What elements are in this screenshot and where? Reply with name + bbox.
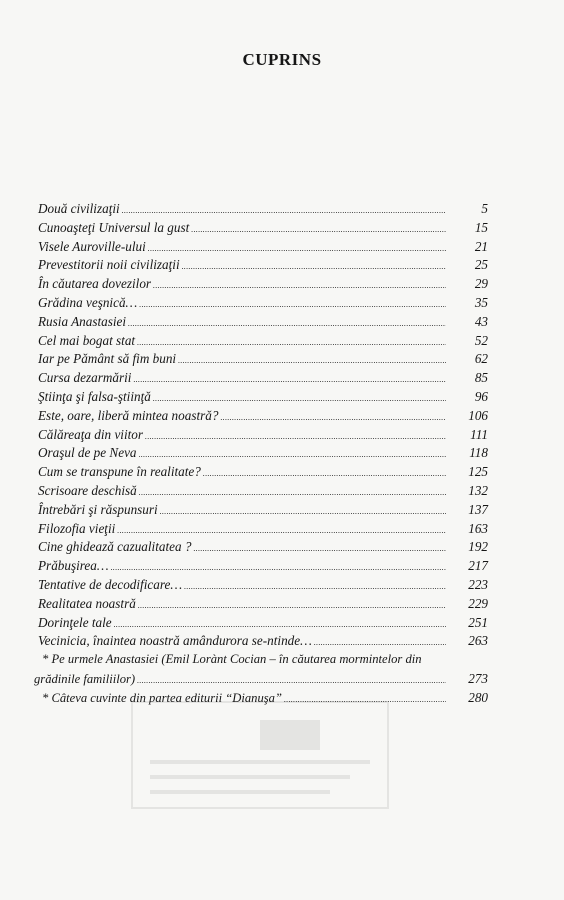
toc-entry <box>38 314 488 333</box>
toc-entry <box>38 257 488 276</box>
toc-entry <box>38 333 488 352</box>
toc-entry-page: 35 <box>474 294 488 310</box>
toc-entry-page: 5 <box>481 201 488 216</box>
dot-leader <box>284 695 446 704</box>
toc-entry <box>38 539 488 558</box>
toc-entry-title: Cum se transpune în realitate? <box>38 464 201 480</box>
toc-entry-page: 21 <box>474 238 488 254</box>
toc-entry-title: Rusia Anastasiei <box>38 313 127 329</box>
dot-leader <box>193 544 446 553</box>
toc-entry <box>38 596 488 615</box>
toc-entry-title: În căutarea dovezilor <box>38 276 152 292</box>
toc-entry-page: 85 <box>474 370 488 386</box>
dot-leader <box>139 488 446 497</box>
dot-leader <box>114 620 446 629</box>
dot-leader <box>111 563 446 572</box>
dot-leader <box>160 507 446 516</box>
toc-entry-page: 111 <box>470 426 488 442</box>
dot-leader <box>153 281 446 290</box>
dot-leader <box>153 394 446 403</box>
toc-entry <box>38 464 488 483</box>
toc-entry-title: Tentative de decodificare… <box>38 576 183 592</box>
page-title: CUPRINS <box>242 50 322 69</box>
toc-entry-title: Ştiinţa şi falsa-ştiinţă <box>38 388 151 404</box>
dot-leader <box>148 244 446 253</box>
toc-entry-title: Cel mai bogat stat <box>38 332 136 348</box>
toc-entry-page: 132 <box>468 482 488 498</box>
table-of-contents <box>34 201 488 709</box>
toc-entry-page: 280 <box>468 689 488 705</box>
dot-leader <box>133 375 446 384</box>
toc-entry <box>38 408 488 427</box>
toc-entry-title-line: * Pe urmele Anastasiei (Emil Lorànt Cocian – în căutarea mormintelor din <box>42 652 422 667</box>
toc-entry-title: * Câteva cuvinte din partea editurii “Dianuşa” <box>42 690 282 705</box>
dot-leader <box>122 206 446 215</box>
toc-entry-title: Prevestitorii noii civilizaţii <box>38 257 180 273</box>
toc-entry-page: 52 <box>474 332 488 348</box>
toc-entry <box>38 389 488 408</box>
toc-entry-page: 223 <box>468 576 488 592</box>
toc-entry-page: 217 <box>468 558 488 574</box>
toc-entry <box>38 521 488 540</box>
dot-leader <box>137 676 446 685</box>
dot-leader <box>145 432 446 441</box>
dot-leader <box>220 413 446 422</box>
toc-entry-title: Este, oare, liberă mintea noastră? <box>38 407 219 423</box>
toc-entry <box>34 671 488 690</box>
toc-entry <box>38 502 488 521</box>
toc-entry-title: Cunoaşteţi Universul la gust <box>38 219 190 235</box>
toc-entry-title: Realitatea noastră <box>38 595 136 611</box>
toc-entry-page: 251 <box>468 614 488 630</box>
toc-entry-title: Iar pe Pământ să fim buni <box>38 351 177 367</box>
toc-entry-page: 118 <box>469 445 488 461</box>
toc-entry-title: Cursa dezarmării <box>38 370 132 386</box>
dot-leader <box>203 469 446 478</box>
toc-entry-page: 137 <box>468 501 488 517</box>
toc-entry <box>38 370 488 389</box>
toc-entry-title: Dorinţele tale <box>38 614 112 630</box>
dot-leader <box>137 338 446 347</box>
toc-entry-title: Două civilizaţii <box>38 201 120 216</box>
toc-entry-title: Călăreaţa din viitor <box>38 426 144 442</box>
toc-entry-page: 29 <box>474 276 488 292</box>
toc-entry <box>38 445 488 464</box>
toc-entry <box>38 615 488 634</box>
toc-entry <box>38 558 488 577</box>
toc-entry-title: Cine ghidează cazualitatea ? <box>38 539 192 555</box>
toc-entry <box>38 483 488 502</box>
toc-entry <box>38 201 488 220</box>
toc-entry-title: Visele Auroville-ului <box>38 238 146 254</box>
toc-entry-page: 229 <box>468 595 488 611</box>
dot-leader <box>139 300 446 309</box>
toc-entry <box>38 633 488 652</box>
toc-entry <box>38 427 488 446</box>
dot-leader <box>128 319 446 328</box>
toc-entry-title: Întrebări şi răspunsuri <box>38 501 158 517</box>
dot-leader <box>178 356 446 365</box>
toc-entry <box>38 276 488 295</box>
toc-entry-page: 263 <box>468 633 488 649</box>
toc-entry-page: 15 <box>474 219 488 235</box>
toc-entry <box>38 239 488 258</box>
dot-leader <box>139 450 446 459</box>
toc-entry-title: Oraşul de pe Neva <box>38 445 137 461</box>
toc-entry-title: grădinile familiilor) <box>34 671 136 686</box>
dot-leader <box>138 601 446 610</box>
dot-leader <box>191 225 446 234</box>
toc-entry <box>38 220 488 239</box>
dot-leader <box>117 526 446 535</box>
bleed-through-stamp <box>130 700 390 810</box>
toc-entry <box>38 295 488 314</box>
toc-entry-page: 96 <box>474 388 488 404</box>
toc-entry-page: 192 <box>468 539 488 555</box>
toc-entry-page: 273 <box>468 670 488 686</box>
toc-entry-page: 125 <box>468 464 488 480</box>
toc-entry-title: Prăbuşirea… <box>38 558 109 574</box>
toc-entry-page: 43 <box>474 313 488 329</box>
dot-leader <box>182 262 446 271</box>
toc-entry-title: Vecinicia, înaintea noastră amândurora se-ntinde… <box>38 633 312 649</box>
toc-entry <box>38 577 488 596</box>
toc-entry-title: Filozofia vieţii <box>38 520 116 536</box>
dot-leader <box>314 638 446 647</box>
toc-entry-page: 106 <box>468 407 488 423</box>
toc-entry-title: Scrisoare deschisă <box>38 482 137 498</box>
dot-leader <box>184 582 446 591</box>
toc-entry-page: 25 <box>474 257 488 273</box>
toc-entry <box>38 690 488 709</box>
toc-entry <box>38 351 488 370</box>
toc-entry-page: 62 <box>474 351 488 367</box>
toc-entry-title: Grădina veşnică… <box>38 294 138 310</box>
toc-entry-page: 163 <box>468 520 488 536</box>
